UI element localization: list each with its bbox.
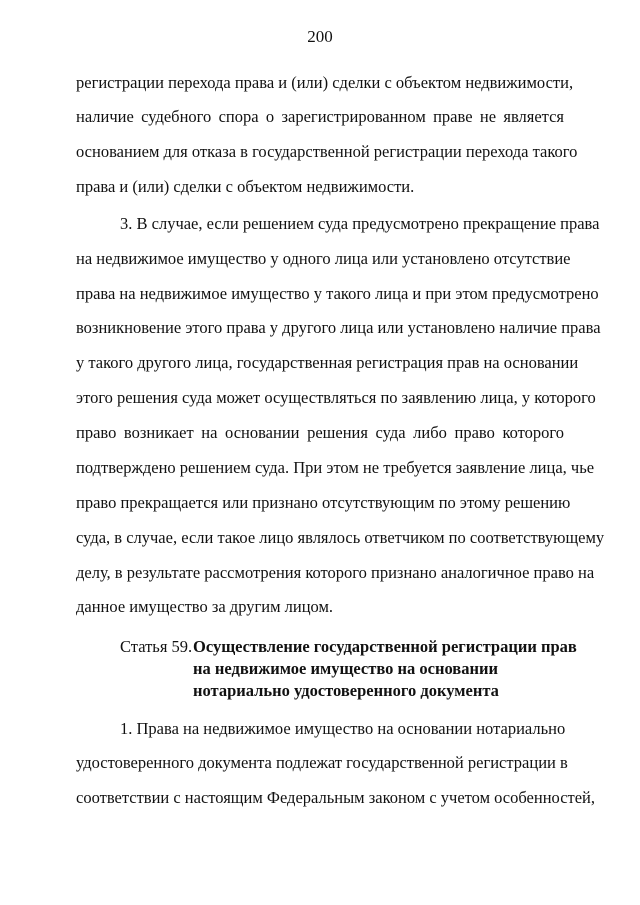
page-number: 200 bbox=[307, 27, 333, 46]
paragraph-2-line-4: возникновение этого права у другого лица или установлено наличие права bbox=[76, 318, 601, 337]
article-title-line-1: Осуществление государственной регистрации прав bbox=[193, 637, 577, 656]
paragraph-2-line-3: права на недвижимое имущество у такого лица и при этом предусмотрено bbox=[76, 284, 599, 303]
paragraph-2-line-7: право возникает на основании решения суда либо право которого bbox=[76, 423, 564, 442]
article-label: Статья 59. bbox=[120, 637, 193, 656]
article-title-line-3: нотариально удостоверенного документа bbox=[193, 681, 499, 700]
paragraph-2-line-10: суда, в случае, если такое лицо являлось ответчиком по соответствующему bbox=[76, 528, 605, 547]
paragraph-2-line-2: на недвижимое имущество у одного лица или установлено отсутствие bbox=[76, 249, 571, 268]
paragraph-2-line-5: у такого другого лица, государственная регистрация прав на основании bbox=[76, 353, 579, 372]
article-body-line-1: 1. Права на недвижимое имущество на основании нотариально bbox=[120, 719, 566, 738]
paragraph-2-line-8: подтверждено решением суда. При этом не требуется заявление лица, чье bbox=[76, 458, 595, 477]
paragraph-1-line-4: права и (или) сделки с объектом недвижимости. bbox=[76, 177, 415, 196]
paragraph-1-line-3: основанием для отказа в государственной регистрации перехода такого bbox=[76, 142, 578, 161]
article-body-line-3: соответствии с настоящим Федеральным законом с учетом особенностей, bbox=[76, 788, 596, 807]
paragraph-1-line-2: наличие судебного спора о зарегистрированном праве не является bbox=[76, 107, 564, 126]
paragraph-2-line-9: право прекращается или признано отсутствующим по этому решению bbox=[76, 493, 571, 512]
paragraph-2-line-11: делу, в результате рассмотрения которого признано аналогичное право на bbox=[76, 563, 595, 582]
paragraph-1-line-1: регистрации перехода права и (или) сделки с объектом недвижимости, bbox=[76, 73, 574, 92]
paragraph-2-line-1: 3. В случае, если решением суда предусмотрено прекращение права bbox=[120, 214, 600, 233]
article-title-line-2: на недвижимое имущество на основании bbox=[193, 659, 498, 678]
article-body-line-2: удостоверенного документа подлежат государственной регистрации в bbox=[76, 753, 568, 772]
paragraph-2-line-6: этого решения суда может осуществляться по заявлению лица, у которого bbox=[76, 388, 596, 407]
paragraph-2-line-12: данное имущество за другим лицом. bbox=[76, 597, 334, 616]
